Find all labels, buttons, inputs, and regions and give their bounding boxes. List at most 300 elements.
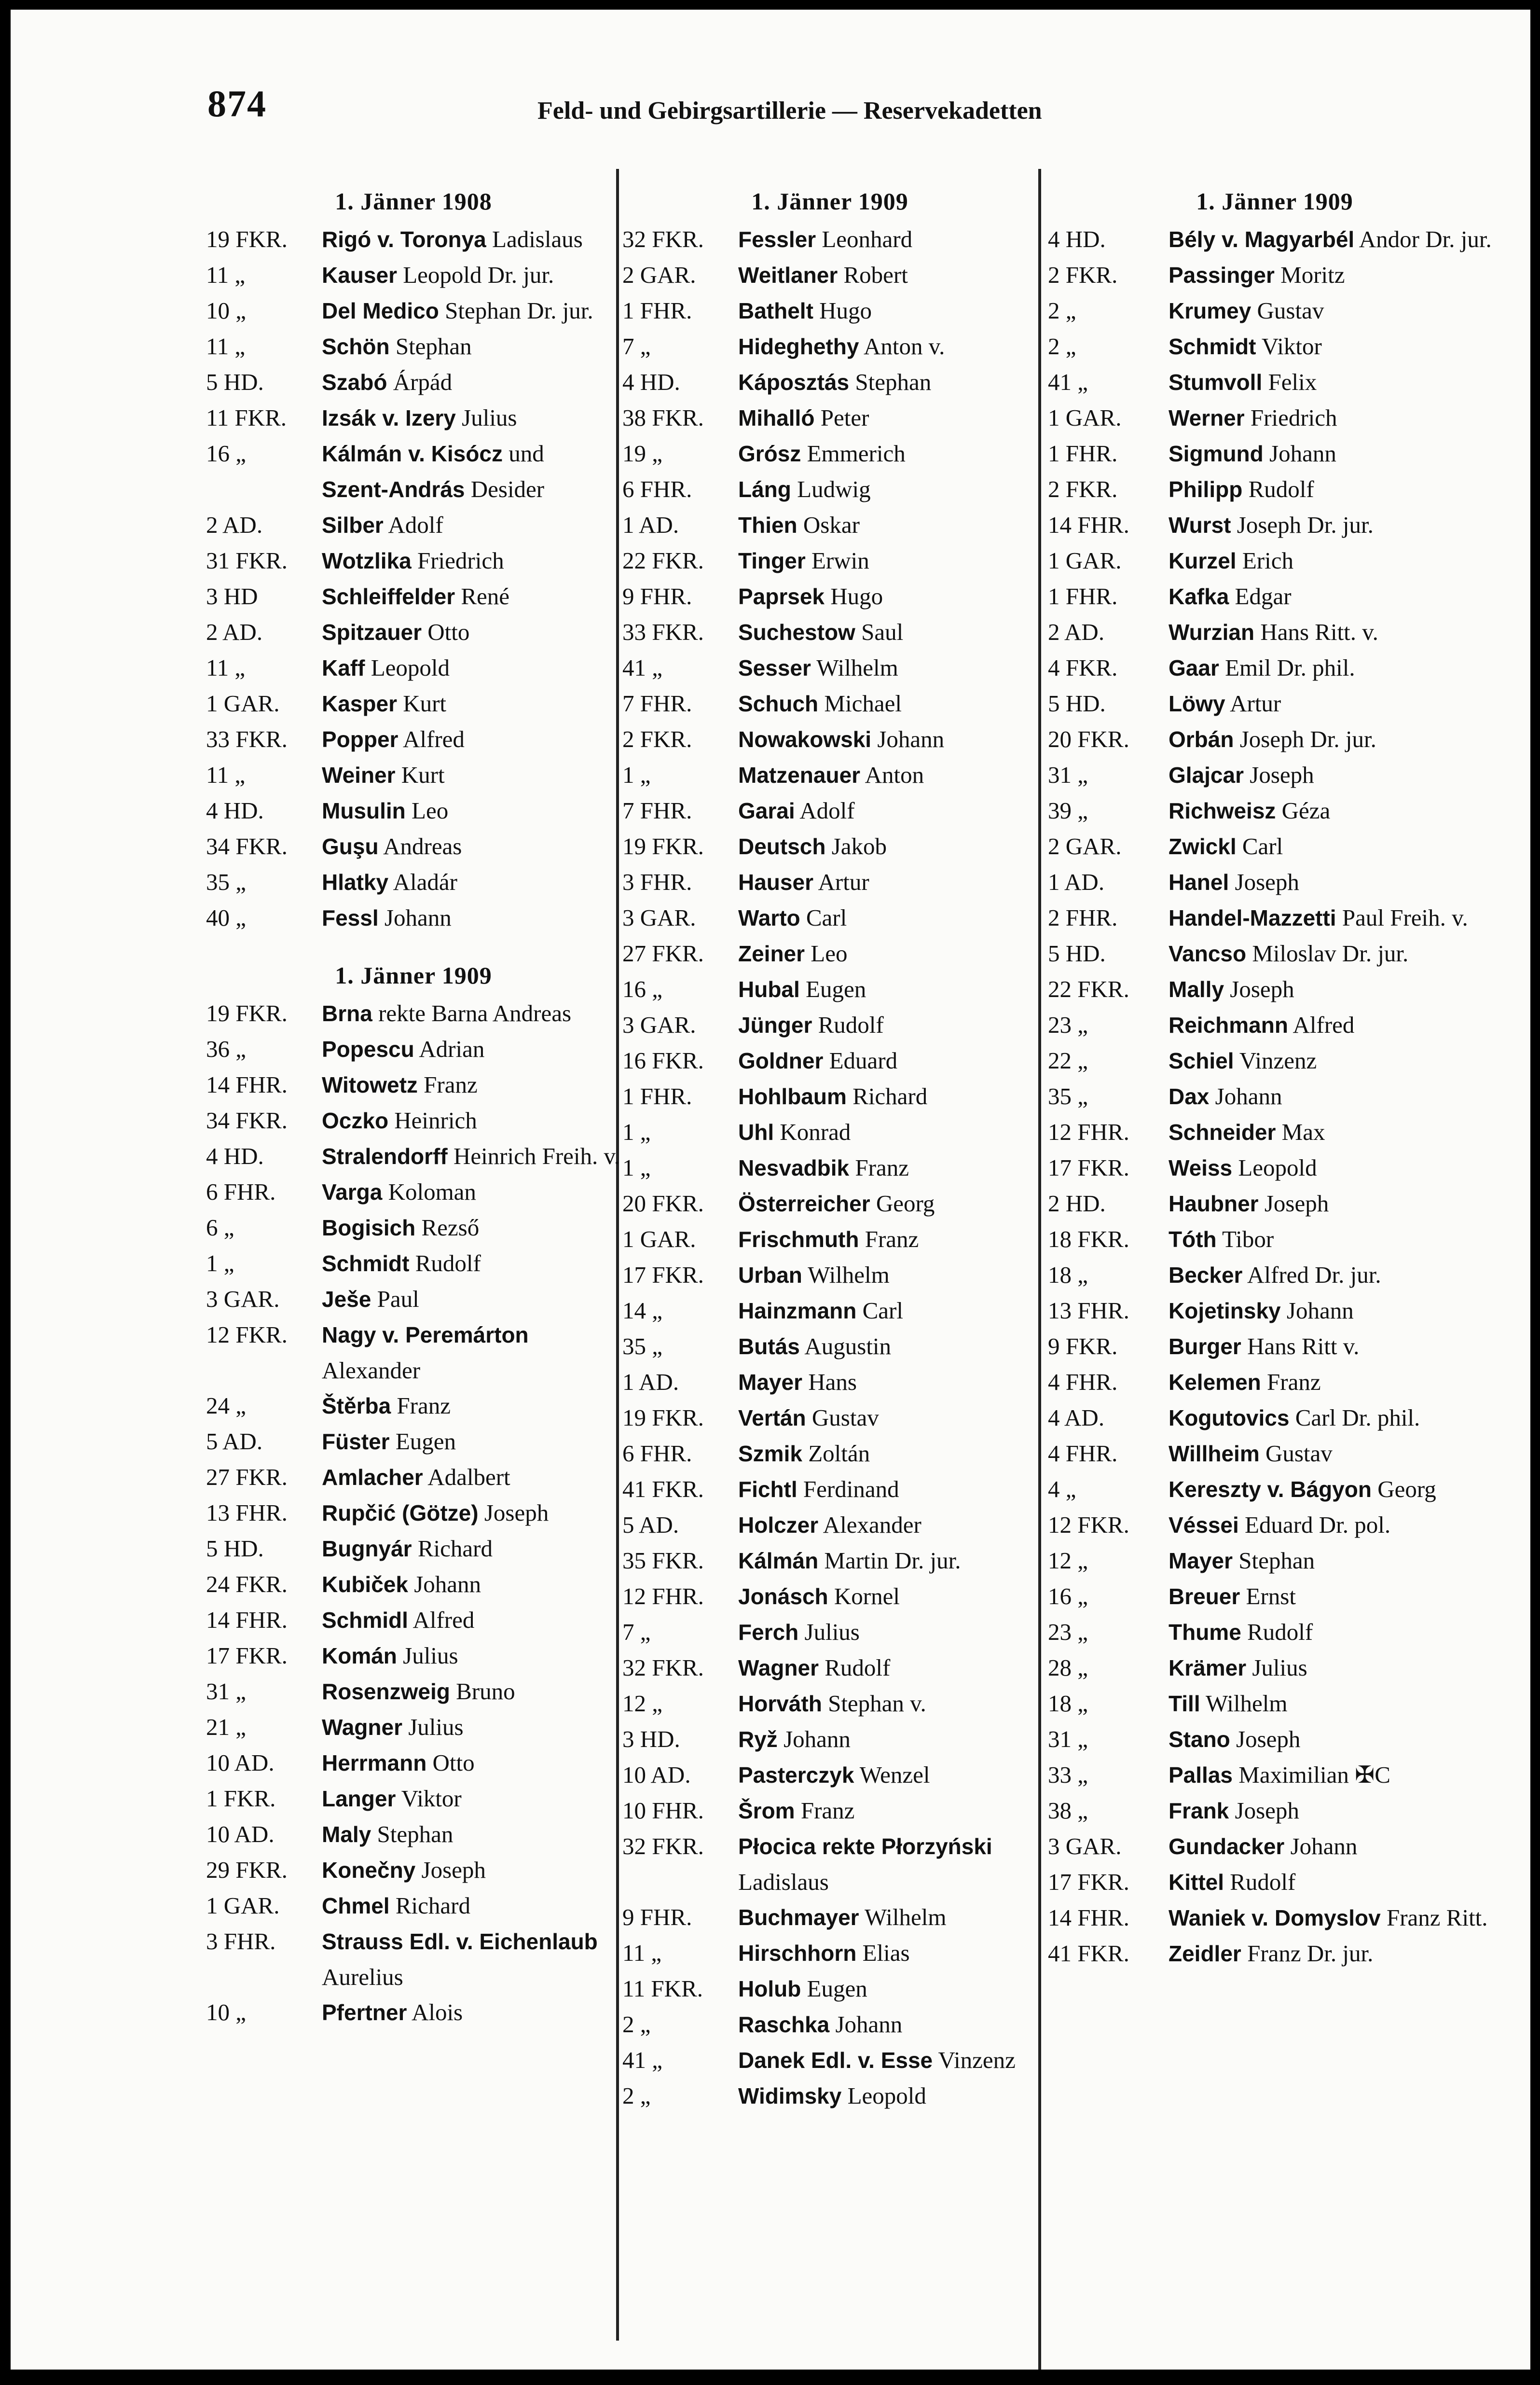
unit-code: 11 FKR. <box>206 404 287 431</box>
given-name: Joseph <box>484 1499 549 1526</box>
unit-code: 13 FHR. <box>1048 1297 1129 1324</box>
given-name: Johann <box>1215 1083 1282 1109</box>
list-entry <box>206 1995 621 2030</box>
given-name: Johann <box>784 1726 851 1752</box>
surname: Kálmán <box>738 1548 819 1573</box>
list-entry <box>206 1888 621 1924</box>
surname: Zeidler <box>1169 1941 1241 1966</box>
section-heading: 1. Jänner 1909 <box>335 962 492 989</box>
list-entry <box>206 293 621 329</box>
list-entry <box>1048 1471 1501 1507</box>
surname: Ryž <box>738 1727 778 1752</box>
unit-code: 17 FKR. <box>1048 1869 1129 1895</box>
given-name: Leo <box>412 797 449 824</box>
unit-code: 20 FKR. <box>622 1190 704 1217</box>
given-name: Franz <box>855 1154 909 1181</box>
list-entry <box>206 1531 621 1567</box>
unit-code: 9 FHR. <box>622 583 692 610</box>
list-entry <box>622 471 1037 507</box>
given-name: Julius <box>403 1642 458 1669</box>
list-entry <box>622 1186 1037 1221</box>
unit-code: 14 FHR. <box>1048 1904 1129 1931</box>
unit-code: 33 „ <box>1048 1761 1088 1788</box>
unit-code: 33 FKR. <box>206 726 288 752</box>
surname: Glajcar <box>1169 763 1244 788</box>
given-name: Ernst <box>1246 1583 1296 1609</box>
unit-code: 12 FHR. <box>1048 1119 1129 1145</box>
list-entry <box>622 829 1037 864</box>
list-entry <box>622 1400 1037 1436</box>
surname: Ferch <box>738 1620 799 1645</box>
unit-code: 7 „ <box>622 1619 651 1645</box>
given-name: Miloslav Dr. jur. <box>1252 940 1409 967</box>
list-entry <box>622 971 1037 1007</box>
given-name: Maximilian ✠C <box>1238 1761 1390 1788</box>
unit-code: 12 FKR. <box>1048 1511 1129 1538</box>
surname: Nagy v. Peremárton <box>322 1322 529 1347</box>
given-name: Stephan v. <box>828 1690 926 1717</box>
given-name: Anton v. <box>864 333 945 360</box>
unit-code: 17 FKR. <box>1048 1154 1129 1181</box>
given-name: Johann <box>1269 440 1336 467</box>
unit-code: 3 FHR. <box>622 869 692 895</box>
given-name: Desider <box>470 476 545 502</box>
list-entry <box>206 757 621 793</box>
unit-code: 23 „ <box>1048 1619 1088 1645</box>
list-entry <box>206 1459 621 1495</box>
surname: Weiss <box>1169 1155 1233 1180</box>
list-entry <box>206 436 621 471</box>
given-name: Alfred Dr. jur. <box>1247 1262 1381 1288</box>
list-entry <box>206 1246 621 1281</box>
given-name: Alfred <box>1292 1012 1355 1038</box>
unit-code: 2 AD. <box>206 512 263 538</box>
given-name: Franz Ritt. <box>1386 1904 1488 1931</box>
surname: Mayer <box>1169 1548 1233 1573</box>
unit-code: 7 „ <box>622 333 651 360</box>
list-entry <box>1048 1579 1501 1614</box>
unit-code: 1 „ <box>206 1250 234 1276</box>
surname: Fichtl <box>738 1477 798 1502</box>
unit-code: 2 FKR. <box>1048 262 1118 288</box>
surname: Vancso <box>1169 941 1247 966</box>
surname: Popper <box>322 727 399 752</box>
given-name: Eduard <box>829 1047 898 1074</box>
list-entry <box>1048 1686 1501 1721</box>
list-entry <box>622 793 1037 829</box>
unit-code: 12 „ <box>1048 1547 1088 1574</box>
surname: Mayer <box>738 1370 802 1395</box>
list-entry <box>1048 1864 1501 1900</box>
list-entry <box>622 1257 1037 1293</box>
surname: Till <box>1169 1691 1200 1716</box>
surname: Fessl <box>322 905 379 930</box>
unit-code: 14 FHR. <box>206 1607 288 1633</box>
list-entry <box>206 1602 621 1638</box>
given-name: Leopold <box>847 2082 926 2109</box>
surname: Butás <box>738 1334 800 1359</box>
given-name: Ferdinand <box>803 1476 899 1502</box>
unit-code: 19 „ <box>622 440 662 467</box>
unit-code: 5 AD. <box>622 1511 679 1538</box>
surname: Spitzauer <box>322 620 422 645</box>
unit-code: 16 FKR. <box>622 1047 704 1074</box>
document-page <box>11 10 1530 2370</box>
unit-code: 17 FKR. <box>206 1642 288 1669</box>
surname: Szabó <box>322 370 387 395</box>
surname: Štěrba <box>322 1393 391 1418</box>
list-entry <box>1048 614 1501 650</box>
surname: Frischmuth <box>738 1227 859 1252</box>
list-entry <box>206 650 621 686</box>
given-name: Franz <box>397 1392 451 1419</box>
list-entry <box>622 1221 1037 1257</box>
unit-code: 1 AD. <box>622 512 679 538</box>
surname: Izsák v. Izery <box>322 405 456 430</box>
given-name: Hans Ritt. v. <box>1260 619 1378 645</box>
given-name: Eugen <box>806 976 866 1002</box>
unit-code: 2 „ <box>1048 333 1076 360</box>
given-name: Otto <box>432 1749 475 1776</box>
list-entry <box>622 721 1037 757</box>
list-entry <box>622 1507 1037 1543</box>
surname: Konečny <box>322 1858 416 1883</box>
unit-code: 3 GAR. <box>1048 1833 1122 1859</box>
given-name: Adolf <box>388 512 443 538</box>
surname: Jonásch <box>738 1584 828 1609</box>
surname: Del Medico <box>322 298 439 323</box>
list-entry <box>1048 900 1501 936</box>
list-entry <box>206 257 621 293</box>
list-entry <box>622 293 1037 329</box>
list-entry <box>1048 721 1501 757</box>
given-name: Ladislaus <box>738 1869 829 1895</box>
surname: Österreicher <box>738 1191 870 1216</box>
unit-code: 1 „ <box>622 1154 651 1181</box>
unit-code: 19 FKR. <box>206 1000 288 1026</box>
list-entry <box>1048 329 1501 364</box>
surname: Wurzian <box>1169 620 1255 645</box>
unit-code: 11 „ <box>622 1940 662 1966</box>
surname: Schmidl <box>322 1608 408 1633</box>
unit-code: 1 FHR. <box>1048 583 1118 610</box>
unit-code: 2 „ <box>622 2011 651 2038</box>
page-number: 874 <box>207 83 267 125</box>
given-name: Jakob <box>831 833 887 860</box>
list-entry <box>622 1043 1037 1079</box>
unit-code: 19 FKR. <box>622 1404 704 1431</box>
list-entry <box>206 507 621 543</box>
unit-code: 2 „ <box>622 2082 651 2109</box>
given-name: Franz <box>1267 1369 1321 1395</box>
list-entry <box>206 1174 621 1210</box>
given-name: Stephan <box>395 333 472 360</box>
surname: Schön <box>322 334 390 359</box>
given-name: Joseph <box>1264 1190 1329 1217</box>
given-name: Richard <box>852 1083 928 1109</box>
list-entry <box>1048 829 1501 864</box>
given-name: Leopold <box>371 654 450 681</box>
surname: Gaar <box>1169 655 1219 680</box>
given-name: Rudolf <box>1248 476 1314 502</box>
surname: Buchmayer <box>738 1905 859 1930</box>
surname: Nowakowski <box>738 727 872 752</box>
list-entry <box>206 1067 621 1103</box>
surname: Komán <box>322 1643 397 1668</box>
given-name: Richard <box>395 1892 470 1919</box>
list-entry <box>206 471 621 507</box>
surname: Schleiffelder <box>322 584 455 609</box>
list-entry <box>1048 1364 1501 1400</box>
unit-code: 10 FHR. <box>622 1797 704 1824</box>
unit-code: 9 FHR. <box>622 1904 692 1930</box>
given-name: Edgar <box>1235 583 1292 610</box>
surname: Kálmán v. Kisócz <box>322 441 503 466</box>
list-entry <box>206 1495 621 1531</box>
surname: Mihalló <box>738 405 815 430</box>
list-entry <box>206 1709 621 1745</box>
list-entry <box>1048 1614 1501 1650</box>
unit-code: 22 „ <box>1048 1047 1088 1074</box>
unit-code: 10 AD. <box>206 1821 275 1847</box>
given-name: Friedrich <box>417 547 504 574</box>
list-entry <box>622 1436 1037 1471</box>
surname: Danek Edl. v. Esse <box>738 2048 933 2073</box>
surname: Witowetz <box>322 1072 418 1097</box>
given-name: Andreas <box>383 833 462 860</box>
unit-code: 39 „ <box>1048 797 1088 824</box>
surname: Wurst <box>1169 513 1231 538</box>
list-entry <box>622 1471 1037 1507</box>
surname: Vertán <box>738 1405 806 1430</box>
given-name: Wenzel <box>859 1761 930 1788</box>
list-entry <box>1048 793 1501 829</box>
unit-code: 12 FKR. <box>206 1321 288 1348</box>
given-name: Wilhelm <box>1205 1690 1288 1717</box>
column-divider <box>1038 169 1041 2370</box>
list-entry <box>622 257 1037 293</box>
given-name: Johann <box>877 726 945 752</box>
surname: Silber <box>322 513 384 538</box>
given-name: Robert <box>843 262 908 288</box>
unit-code: 31 FKR. <box>206 547 288 574</box>
surname: Varga <box>322 1179 383 1205</box>
given-name: Richard <box>417 1535 493 1562</box>
list-entry <box>1048 1007 1501 1043</box>
list-entry <box>1048 1114 1501 1150</box>
unit-code: 13 FHR. <box>206 1499 288 1526</box>
unit-code: 35 „ <box>1048 1083 1088 1109</box>
list-entry <box>206 1317 621 1388</box>
given-name: Leonhard <box>822 226 913 252</box>
given-name: Aladár <box>393 869 457 895</box>
unit-code: 11 „ <box>206 762 246 788</box>
unit-code: 12 „ <box>622 1690 662 1717</box>
list-entry <box>1048 1793 1501 1829</box>
unit-code: 3 GAR. <box>206 1286 280 1312</box>
list-entry <box>206 614 621 650</box>
list-entry <box>1048 1043 1501 1079</box>
surname: Tinger <box>738 548 806 573</box>
given-name: Oskar <box>803 512 860 538</box>
given-name: rekte Barna Andreas <box>378 1000 572 1026</box>
unit-code: 5 HD. <box>1048 690 1106 717</box>
running-title: Feld- und Gebirgsartillerie — Reservekadetten <box>537 97 1042 125</box>
surname: Popescu <box>322 1037 414 1062</box>
given-name: Kurt <box>401 762 445 788</box>
given-name: Heinrich <box>394 1107 477 1134</box>
unit-code: 5 HD. <box>206 1535 264 1562</box>
surname: Schiel <box>1169 1048 1234 1073</box>
surname: Haubner <box>1169 1191 1259 1216</box>
list-entry <box>1048 1757 1501 1793</box>
list-entry <box>622 1150 1037 1186</box>
given-name: Paul <box>377 1286 419 1312</box>
unit-code: 18 „ <box>1048 1690 1088 1717</box>
unit-code: 41 „ <box>622 2047 662 2073</box>
given-name: Aurelius <box>322 1964 403 1990</box>
list-entry <box>206 222 621 257</box>
given-name: Johann <box>835 2011 903 2038</box>
given-name: Paul Freih. v. <box>1342 904 1468 931</box>
surname: Philipp <box>1169 477 1243 502</box>
list-entry <box>1048 1543 1501 1579</box>
surname: Chmel <box>322 1893 390 1918</box>
surname: Krumey <box>1169 298 1251 323</box>
unit-code: 38 „ <box>1048 1797 1088 1824</box>
section-heading: 1. Jänner 1909 <box>1196 188 1353 215</box>
list-entry <box>622 1293 1037 1329</box>
unit-code: 4 HD. <box>1048 226 1106 252</box>
given-name: Gustav <box>811 1404 879 1431</box>
list-entry <box>622 329 1037 364</box>
list-entry <box>622 2007 1037 2042</box>
surname: Hideghethy <box>738 334 859 359</box>
surname: Kauser <box>322 263 397 288</box>
unit-code: 38 FKR. <box>622 404 704 431</box>
given-name: Kurt <box>403 690 447 717</box>
unit-code: 10 „ <box>206 297 246 324</box>
unit-code: 32 FKR. <box>622 1833 704 1859</box>
given-name: Franz <box>865 1226 919 1252</box>
unit-code: 4 HD. <box>206 1143 264 1169</box>
surname: Káposztás <box>738 370 850 395</box>
unit-code: 5 HD. <box>206 369 264 395</box>
list-entry <box>206 364 621 400</box>
unit-code: 12 FHR. <box>622 1583 704 1609</box>
given-name: Joseph Dr. jur. <box>1239 726 1376 752</box>
list-entry <box>1048 1936 1501 1971</box>
unit-code: 1 GAR. <box>1048 547 1122 574</box>
list-entry <box>622 507 1037 543</box>
list-entry <box>622 1329 1037 1364</box>
unit-code: 2 HD. <box>1048 1190 1106 1217</box>
list-entry <box>622 222 1037 257</box>
surname: Gundacker <box>1169 1834 1285 1859</box>
surname: Kaff <box>322 655 365 680</box>
unit-code: 3 GAR. <box>622 1012 696 1038</box>
unit-code: 3 FHR. <box>206 1928 276 1955</box>
list-entry <box>206 1852 621 1888</box>
given-name: Bruno <box>456 1678 515 1705</box>
list-entry <box>1048 1257 1501 1293</box>
given-name: Artur <box>1230 690 1281 717</box>
given-name: Julius <box>1252 1654 1307 1681</box>
list-entry <box>1048 1721 1501 1757</box>
unit-code: 27 FKR. <box>206 1464 288 1490</box>
given-name: Max <box>1281 1119 1325 1145</box>
unit-code: 24 „ <box>206 1392 246 1419</box>
unit-code: 10 AD. <box>206 1749 275 1776</box>
unit-code: 33 FKR. <box>622 619 704 645</box>
surname: Wotzlika <box>322 548 412 573</box>
surname: Brna <box>322 1001 372 1026</box>
given-name: Erwin <box>811 547 869 574</box>
list-entry <box>206 543 621 579</box>
surname: Bugnyár <box>322 1536 412 1561</box>
list-entry <box>1048 1221 1501 1257</box>
given-name: Alfred <box>412 1607 475 1633</box>
surname: Láng <box>738 477 791 502</box>
list-entry <box>622 1935 1037 1971</box>
unit-code: 2 GAR. <box>622 262 696 288</box>
surname: Kelemen <box>1169 1370 1261 1395</box>
surname: Rupčić (Götze) <box>322 1500 479 1525</box>
surname: Raschka <box>738 2012 830 2037</box>
list-entry <box>1048 1400 1501 1436</box>
list-entry <box>206 996 621 1031</box>
unit-code: 2 AD. <box>1048 619 1105 645</box>
unit-code: 14 „ <box>622 1297 662 1324</box>
given-name: Stephan <box>1238 1547 1315 1574</box>
list-entry <box>206 1388 621 1424</box>
list-entry <box>206 1674 621 1709</box>
surname: Sigmund <box>1169 441 1264 466</box>
list-entry <box>1048 971 1501 1007</box>
list-entry <box>622 2042 1037 2078</box>
list-entry <box>622 936 1037 971</box>
surname: Šrom <box>738 1798 795 1823</box>
list-entry <box>1048 1650 1501 1686</box>
given-name: Johann <box>1286 1297 1354 1324</box>
surname: Füster <box>322 1429 390 1454</box>
surname: Matzenauer <box>738 763 861 788</box>
list-entry <box>1048 1507 1501 1543</box>
given-name: Alexander <box>823 1511 921 1538</box>
surname: Stumvoll <box>1169 370 1263 395</box>
given-name: Wilhelm <box>864 1904 947 1930</box>
given-name: Wilhelm <box>816 654 898 681</box>
surname: Zeiner <box>738 941 805 966</box>
surname: Kittel <box>1169 1870 1224 1895</box>
surname: Handel-Mazzetti <box>1169 905 1336 930</box>
given-name: Martin Dr. jur. <box>824 1547 961 1574</box>
surname: Warto <box>738 905 800 930</box>
unit-code: 31 „ <box>1048 762 1088 788</box>
unit-code: 34 FKR. <box>206 1107 288 1134</box>
unit-code: 2 FKR. <box>622 726 692 752</box>
surname: Pallas <box>1169 1762 1233 1788</box>
surname: Becker <box>1169 1262 1243 1288</box>
given-name: Erich <box>1242 547 1293 574</box>
list-entry <box>1048 257 1501 293</box>
unit-code: 29 FKR. <box>206 1857 288 1883</box>
given-name: Rezső <box>421 1214 480 1241</box>
surname: Ješe <box>322 1287 371 1312</box>
surname: Weiner <box>322 763 396 788</box>
list-entry <box>1048 507 1501 543</box>
surname: Werner <box>1169 405 1245 430</box>
